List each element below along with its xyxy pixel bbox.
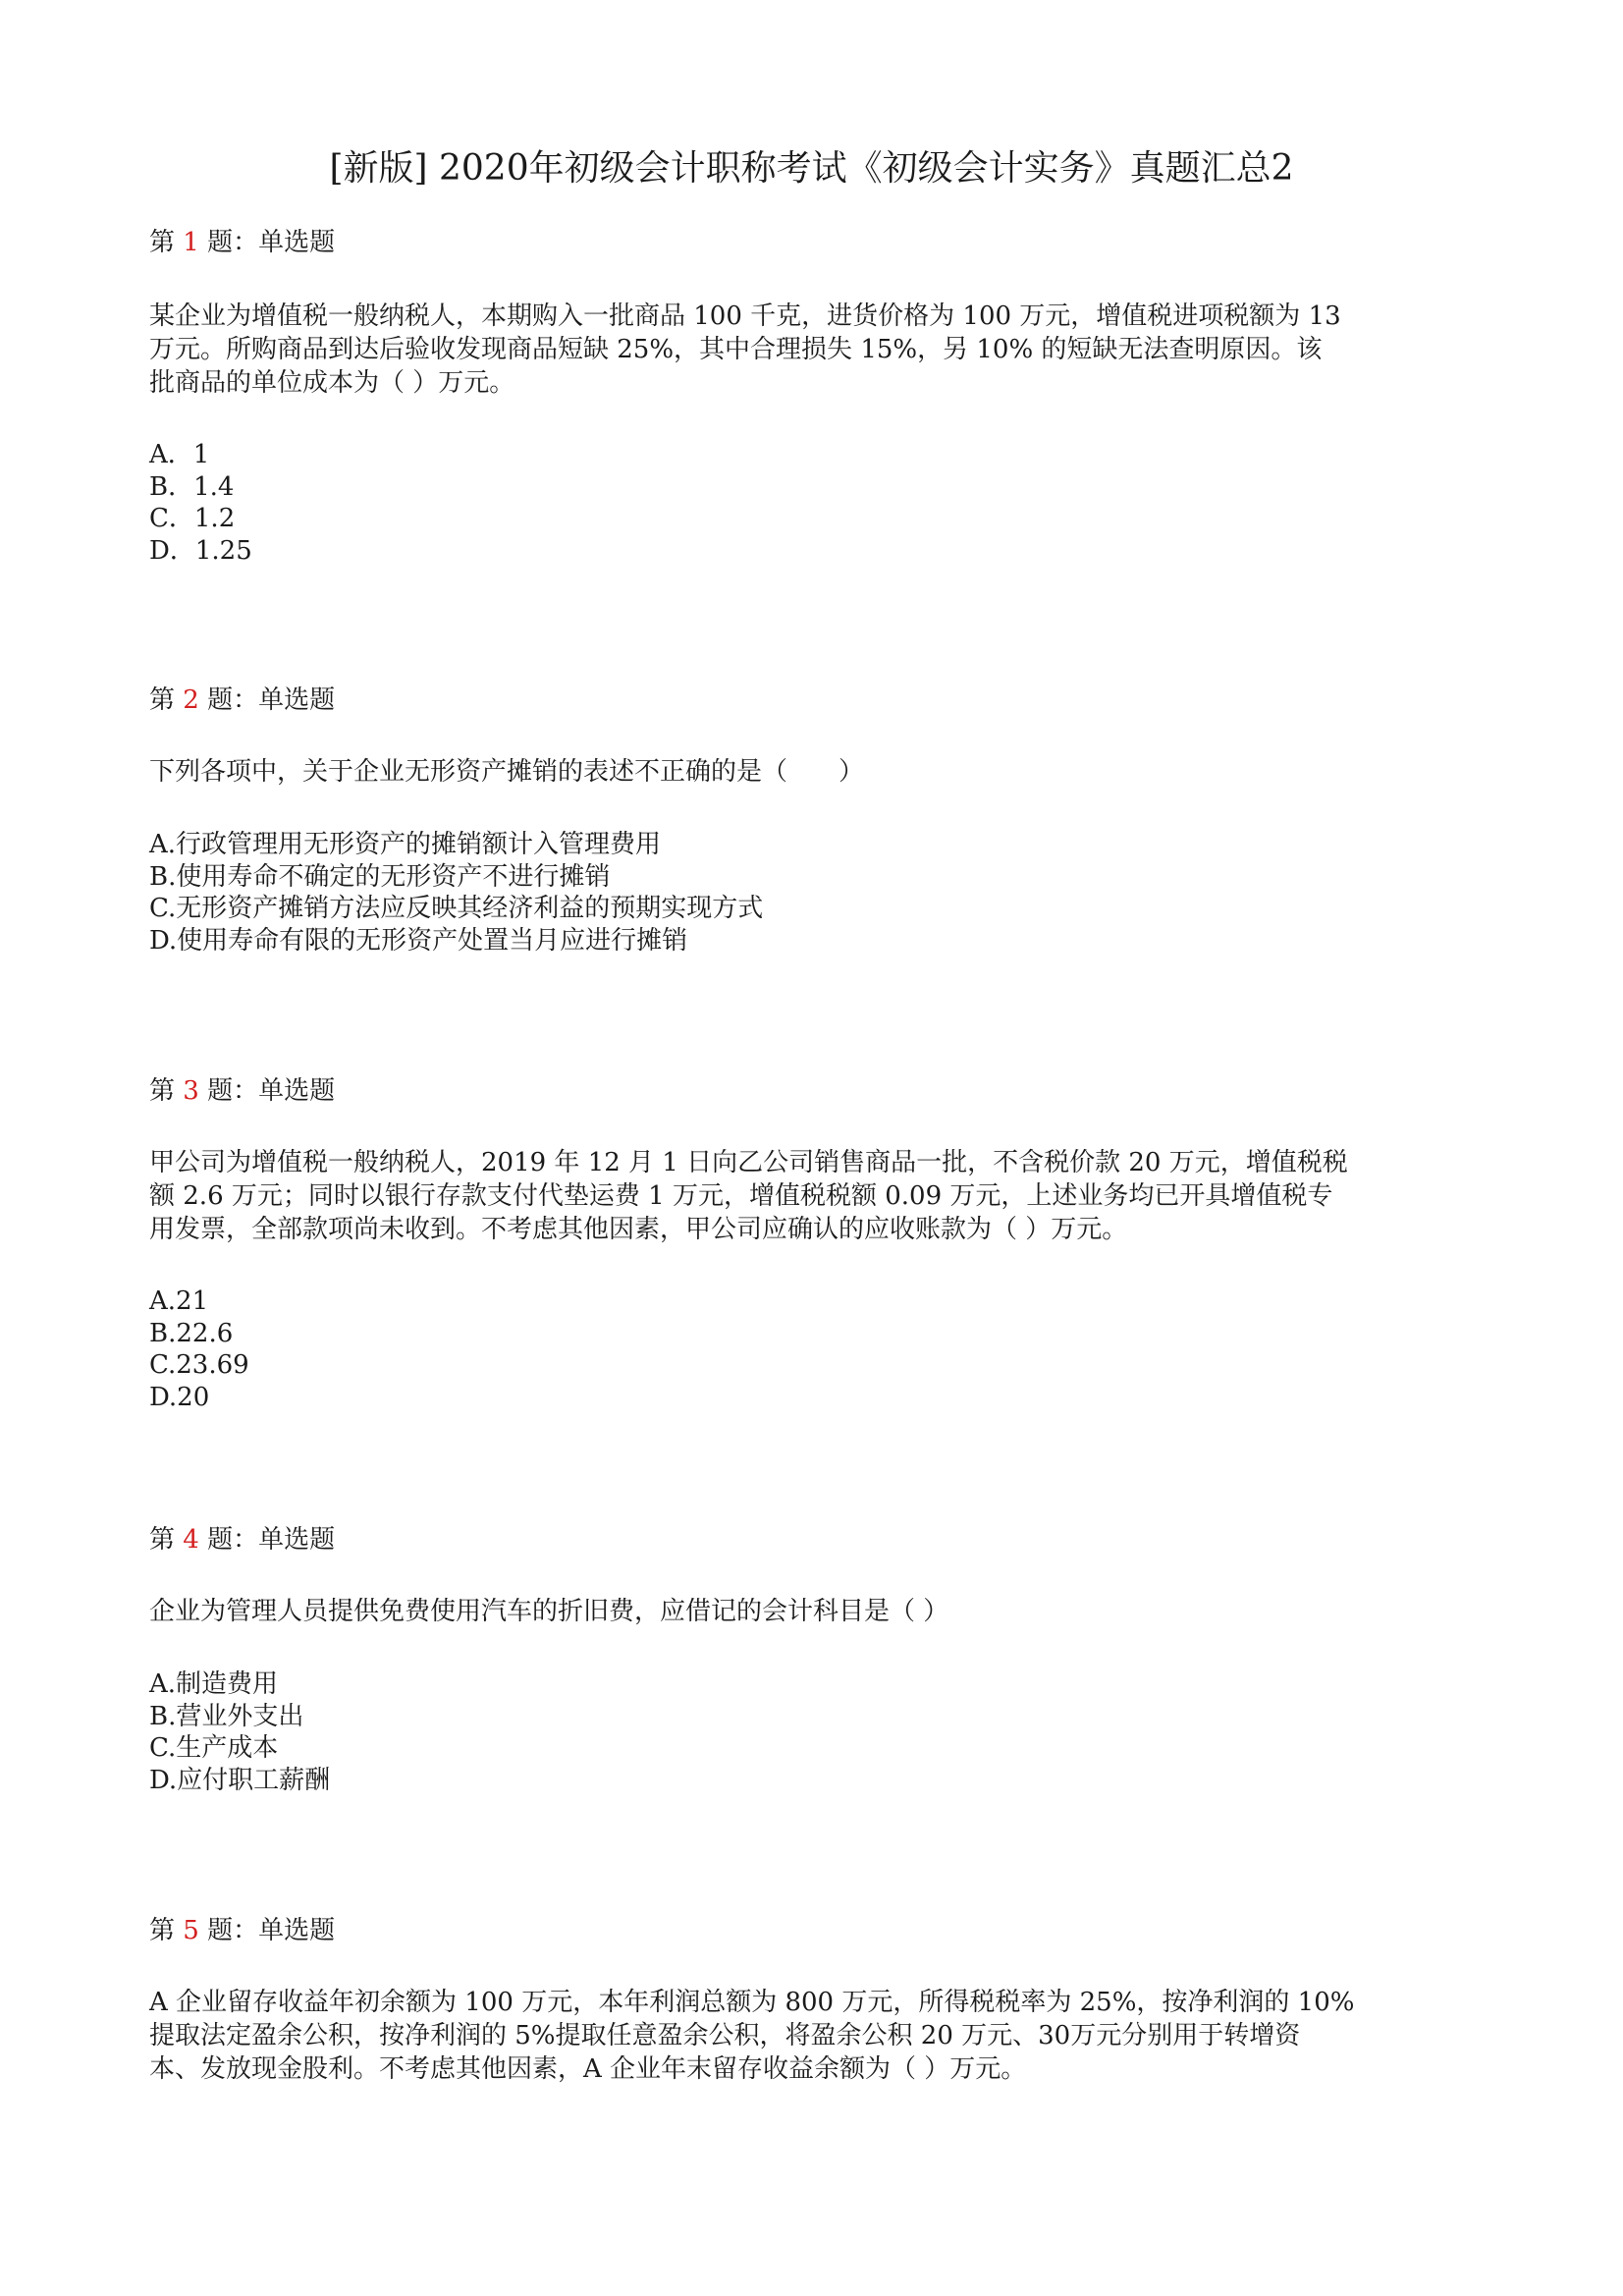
question-5-text bbox=[149, 1986, 1475, 2086]
question-3-text bbox=[149, 1146, 1475, 1246]
question-type: 题：单选题 bbox=[198, 228, 336, 257]
question-number: 2 bbox=[183, 685, 199, 715]
question-4-options bbox=[149, 1668, 330, 1796]
option-b: B．1.4 bbox=[149, 471, 235, 502]
question-text-line: 下列各项中，关于企业无形资产摊销的表述不正确的是（ ） bbox=[149, 757, 865, 787]
question-header-prefix: 第 bbox=[149, 1076, 184, 1106]
question-number: 1 bbox=[183, 228, 199, 257]
question-text-line: 某企业为增值税一般纳税人，本期购入一批商品 100 千克，进货价格为 100 万元，增值税进项税额为 13 bbox=[149, 301, 1341, 331]
question-header-prefix: 第 bbox=[149, 1916, 184, 1945]
question-number: 3 bbox=[183, 1076, 199, 1106]
option-c: C.无形资产摊销方法应反映其经济利益的预期实现方式 bbox=[149, 894, 764, 923]
option-d: D.应付职工薪酬 bbox=[149, 1765, 331, 1795]
question-2-options bbox=[149, 829, 763, 957]
question-text-line: 批商品的单位成本为（ ）万元。 bbox=[149, 368, 515, 398]
question-4-header bbox=[149, 1523, 335, 1557]
document-title: [新版] 2020年初级会计职称考试《初级会计实务》真题汇总2 bbox=[329, 148, 1294, 189]
option-a: A.制造费用 bbox=[149, 1669, 279, 1699]
question-type: 题：单选题 bbox=[198, 1525, 336, 1555]
question-text-line: 用发票，全部款项尚未收到。不考虑其他因素，甲公司应确认的应收账款为（ ）万元。 bbox=[149, 1215, 1128, 1244]
question-3-header bbox=[149, 1074, 335, 1108]
option-d: D．1.25 bbox=[149, 535, 252, 566]
question-header-prefix: 第 bbox=[149, 685, 184, 715]
question-type: 题：单选题 bbox=[198, 1916, 336, 1945]
question-header-prefix: 第 bbox=[149, 1525, 184, 1555]
option-b: B.营业外支出 bbox=[149, 1701, 304, 1731]
question-type: 题：单选题 bbox=[198, 685, 336, 715]
question-type: 题：单选题 bbox=[198, 1076, 336, 1106]
question-header-prefix: 第 bbox=[149, 228, 184, 257]
option-a: A．1 bbox=[149, 440, 210, 469]
question-1-options bbox=[149, 439, 252, 567]
question-4-text bbox=[149, 1595, 1475, 1628]
question-text-line: 提取法定盈余公积，按净利润的 5%提取任意盈余公积，将盈余公积 20 万元、30万元分别用于转增资 bbox=[149, 2021, 1301, 2050]
question-number: 5 bbox=[183, 1916, 199, 1945]
question-5-header bbox=[149, 1914, 335, 1947]
question-text-line: A 企业留存收益年初余额为 100 万元，本年利润总额为 800 万元，所得税税率为 25%，按净利润的 10% bbox=[149, 1988, 1355, 2017]
question-text-line: 本、发放现金股利。不考虑其他因素，A 企业年末留存收益余额为（ ）万元。 bbox=[149, 2054, 1027, 2084]
option-d: D.20 bbox=[149, 1382, 210, 1412]
question-text-line: 甲公司为增值税一般纳税人，2019 年 12 月 1 日向乙公司销售商品一批，不含税价款 20 万元，增值税税 bbox=[149, 1148, 1348, 1177]
question-1-text bbox=[149, 300, 1475, 400]
option-a: A.21 bbox=[149, 1286, 209, 1316]
option-c: C.23.69 bbox=[149, 1350, 249, 1380]
question-2-header bbox=[149, 683, 335, 717]
option-d: D.使用寿命有限的无形资产处置当月应进行摊销 bbox=[149, 925, 688, 956]
question-text-line: 额 2.6 万元；同时以银行存款支付代垫运费 1 万元，增值税税额 0.09 万元，上述业务均已开具增值税专 bbox=[149, 1181, 1333, 1211]
option-b: B.使用寿命不确定的无形资产不进行摊销 bbox=[149, 861, 611, 892]
option-a: A.行政管理用无形资产的摊销额计入管理费用 bbox=[149, 830, 662, 859]
question-text-line: 企业为管理人员提供免费使用汽车的折旧费，应借记的会计科目是（ ） bbox=[149, 1597, 949, 1626]
question-1-header bbox=[149, 226, 335, 259]
option-c: C．1.2 bbox=[149, 504, 236, 533]
question-3-options bbox=[149, 1285, 249, 1413]
question-number: 4 bbox=[183, 1525, 199, 1555]
question-2-text bbox=[149, 755, 1475, 789]
option-b: B.22.6 bbox=[149, 1318, 234, 1348]
option-c: C.生产成本 bbox=[149, 1733, 279, 1763]
question-text-line: 万元。所购商品到达后验收发现商品短缺 25%，其中合理损失 15%，另 10% 的短缺无法查明原因。该 bbox=[149, 335, 1323, 364]
